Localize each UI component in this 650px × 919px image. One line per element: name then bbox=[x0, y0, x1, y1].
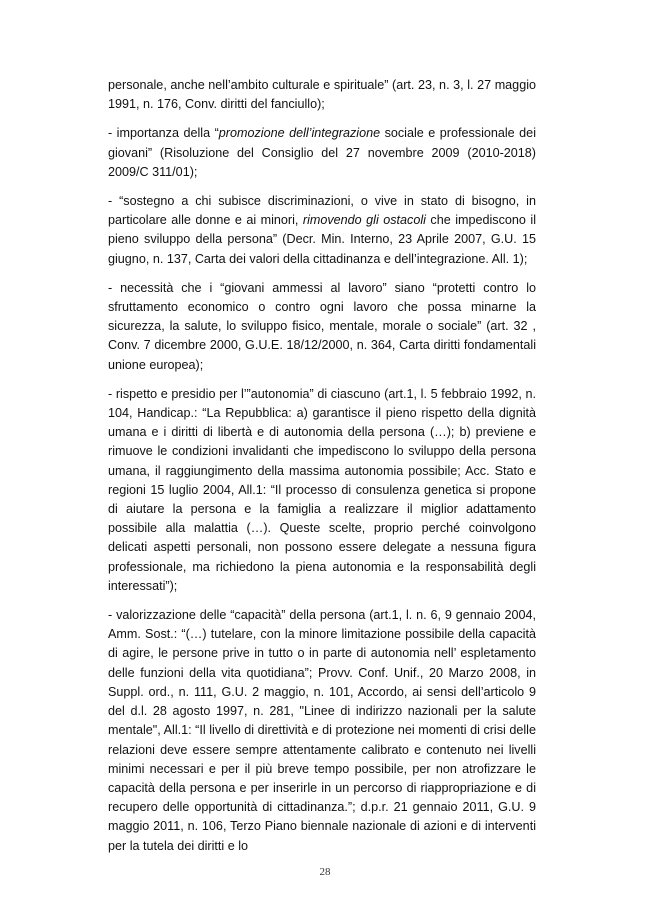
paragraph-2-text-a: - importanza della “ bbox=[108, 126, 219, 141]
paragraph-3-text-a: - “sostegno a chi subisce discriminazioni, o vive in stato di bisogno, in particolare alle donne e ai minori, bbox=[108, 194, 536, 228]
paragraph-1-text: personale, anche nell’ambito culturale e spirituale” (art. 23, n. 3, l. 27 maggio 1991, n. 176, Conv. diritti del fanciullo); bbox=[108, 78, 536, 112]
paragraph-5 bbox=[108, 385, 536, 596]
paragraph-3-emphasis: rimovendo gli ostacoli bbox=[302, 213, 426, 228]
document-body bbox=[108, 76, 536, 866]
paragraph-4-text: - necessità che i “giovani ammessi al lavoro” siano “protetti contro lo sfruttamento economico o contro ogni lavoro che possa minarne la sicurezza, la salute, lo sviluppo fisico, mentale, morale o sociale” (art. 32 , Conv. 7 dicembre 2000, G.U.E. 18/12/2000, n. 364, Carta diritti fondamentali unione europea); bbox=[108, 280, 536, 372]
paragraph-2 bbox=[108, 124, 536, 182]
paragraph-3-text-b: che impediscono il pieno sviluppo della persona” (Decr. Min. Interno, 23 Aprile 2007, G.U. 15 giugno, n. 137, Carta dei valori della cittadinanza e dell’integrazione. All. 1); bbox=[108, 213, 536, 266]
paragraph-2-text-b: sociale e professionale dei giovani” (Risoluzione del Consiglio del 27 novembre 2009 (2010-2018) 2009/C 311/01); bbox=[108, 126, 536, 179]
paragraph-6-text: - valorizzazione delle “capacità” della persona (art.1, l. n. 6, 9 gennaio 2004, Amm. Sost.: “(…) tutelare, con la minore limitazione possibile della capacità di agire, le persone prive in tutto o in parte di autonomia nell’ espletamento delle funzioni della vita quotidiana”; Provv. Conf. Unif., 20 Marzo 2008, in Suppl. ord., n. 111, G.U. 2 maggio, n. 101, Accordo, ai sensi dell’articolo 9 del d.l. 28 agosto 1997, n. 281, "Linee di indirizzo nazionali per la salute mentale", All.1: “Il livello di direttività e di protezione nei momenti di crisi delle relazioni deve essere sempre attentamente calibrato e contenuto nei livelli minimi necessari e per il più breve tempo possibile, per non atrofizzare le capacità della persona e per inserirle in un percorso di riappropriazione e di recupero delle opportunità di cittadinanza.”; d.p.r. 21 gennaio 2011, G.U. 9 maggio 2011, n. 106, Terzo Piano biennale nazionale di azioni e di interventi per la tutela dei diritti e lo bbox=[108, 608, 536, 853]
paragraph-3 bbox=[108, 192, 536, 269]
page-number: 28 bbox=[319, 866, 331, 878]
paragraph-2-emphasis: promozione dell’integrazione bbox=[218, 126, 381, 141]
paragraph-1 bbox=[108, 76, 536, 114]
paragraph-4 bbox=[108, 279, 536, 375]
paragraph-6 bbox=[108, 606, 536, 856]
paragraph-5-text: - rispetto e presidio per l’”autonomia” di ciascuno (art.1, l. 5 febbraio 1992, n. 104, Handicap.: “La Repubblica: a) garantisce il pieno rispetto della dignità umana e i diritti di libertà e di autonomia della persona (…); b) previene e rimuove le condizioni invalidanti che impediscono lo sviluppo della persona umana, il raggiungimento della massima autonomia possibile; Acc. Stato e regioni 15 luglio 2004, All.1: “Il processo di consulenza genetica si propone di aiutare la persona e la famiglia a realizzare il miglior adattamento possibile alla malattia (…). Queste scelte, proprio perché coinvolgono delicati aspetti personali, non possono essere delegate a nessuna figura professionale, ma richiedono la piena autonomia e la responsabilità degli interessati”); bbox=[108, 386, 536, 593]
